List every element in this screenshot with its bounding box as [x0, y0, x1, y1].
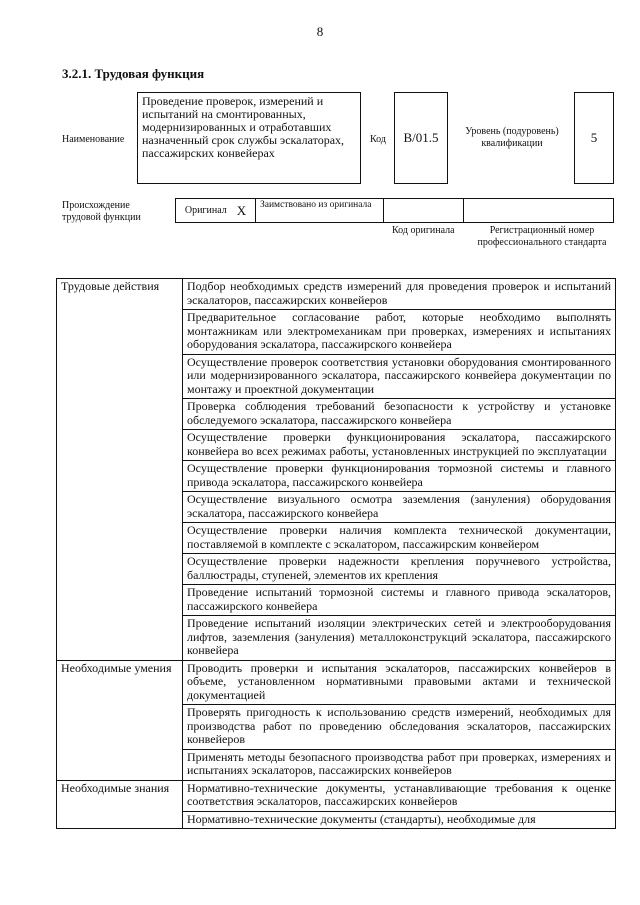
borrowed-cell: Заимствовано из оригинала: [255, 198, 383, 223]
item-text-cell: Нормативно-технические документы (стандарты), необходимые для: [183, 811, 616, 829]
function-details-table: [56, 278, 616, 829]
item-text-cell: Осуществление проверки функционирования эскалатора, пассажирского конвейера во всех режимах работы, установленных инструкцией по эксплуатации: [183, 430, 616, 461]
original-mark: X: [236, 202, 247, 218]
table-row: [57, 279, 616, 310]
table-row: [57, 660, 616, 705]
level-box: 5: [574, 92, 614, 184]
section-title: 3.2.1. Трудовая функция: [62, 66, 205, 81]
item-text-cell: Проведение испытаний тормозной системы и главного привода эскалаторов, пассажирского конвейера: [183, 585, 616, 616]
item-text-cell: Осуществление проверки надежности крепления поручневого устройства, баллюстрады, ступеней, элементов их крепления: [183, 554, 616, 585]
origin-original-cell: [175, 198, 255, 223]
code-label: Код: [370, 134, 386, 145]
original-label: Оригинал: [184, 205, 227, 216]
item-text-cell: Осуществление визуального осмотра заземления (зануления) оборудования эскалатора, пассажирского конвейера: [183, 492, 616, 523]
origin-label: Происхождение трудовой функции: [62, 200, 141, 223]
reg-number-caption: Регистрационный номер профессионального стандарта: [477, 225, 607, 248]
name-label: Наименование: [62, 134, 125, 145]
code-original-caption: Код оригинала: [392, 225, 455, 236]
item-text-cell: Подбор необходимых средств измерений для проведения проверок и испытаний эскалаторов, пассажирских конвейеров: [183, 279, 616, 310]
origin-row: [175, 198, 614, 223]
item-text-cell: Осуществление проверки наличия комплекта технической документации, поставляемой в комплекте с эскалатором, пассажирским конвейером: [183, 523, 616, 554]
item-text-cell: Осуществление проверок соответствия установки оборудования смонтированного или модернизированного эскалатора, пассажирского конвейера документации по монтажу и проектной документации: [183, 354, 616, 399]
category-cell: Трудовые действия: [57, 279, 183, 661]
page-number: 8: [316, 24, 324, 39]
table-row: [57, 780, 616, 811]
item-text-cell: Применять методы безопасного производства работ при проверках, измерениях и испытаниях эскалаторов, пассажирских конвейеров: [183, 749, 616, 780]
code-original-cell: [383, 198, 463, 223]
level-label: Уровень (подуровень) квалификации: [465, 126, 559, 149]
code-box: B/01.5: [394, 92, 448, 184]
item-text-cell: Нормативно-технические документы, устанавливающие требования к оценке соответствия эскалаторов, пассажирских конвейеров: [183, 780, 616, 811]
item-text-cell: Предварительное согласование работ, которые необходимо выполнять монтажникам или электромеханикам при проверках, измерениях и испытаниях оборудования эскалатора, пассажирского конвейера: [183, 310, 616, 355]
item-text-cell: Проверка соблюдения требований безопасности к устройству и установке обследуемого эскалатора, пассажирского конвейера: [183, 399, 616, 430]
category-cell: Необходимые умения: [57, 660, 183, 780]
item-text-cell: Проводить проверки и испытания эскалаторов, пассажирских конвейеров в объеме, установленном нормативными правовыми актами и технической документацией: [183, 660, 616, 705]
item-text-cell: Осуществление проверки функционирования тормозной системы и главного привода эскалатора, пассажирского конвейера: [183, 461, 616, 492]
function-name-box: Проведение проверок, измерений и испытаний на смонтированных, модернизированных и отработавших назначенный срок службы эскалаторах, пассажирских конвейерах: [137, 92, 361, 184]
item-text-cell: Проверять пригодность к использованию средств измерений, необходимых для производства работ по проведению обследования эскалаторов, пассажирских конвейеров: [183, 705, 616, 750]
category-cell: Необходимые знания: [57, 780, 183, 829]
item-text-cell: Проведение испытаний изоляции электрических сетей и электрооборудования лифтов, заземления (зануления) металлоконструкций эскалатора, пассажирского конвейера: [183, 616, 616, 661]
reg-number-cell: [463, 198, 614, 223]
